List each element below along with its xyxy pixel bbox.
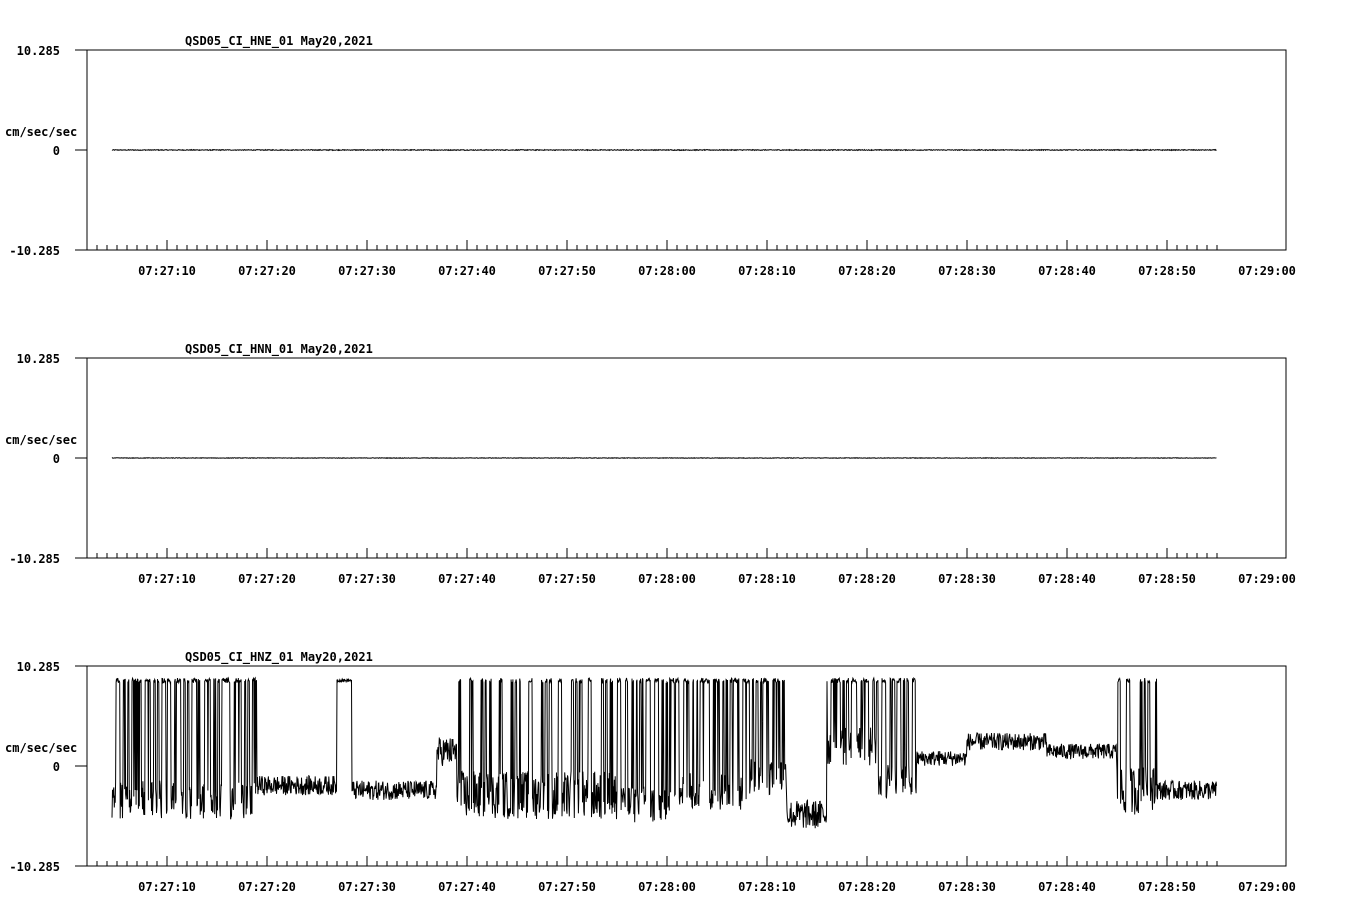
- y-axis-label: cm/sec/sec: [5, 741, 78, 755]
- x-tick-label: 07:28:50: [1138, 880, 1196, 894]
- x-tick-label: 07:28:10: [738, 572, 796, 586]
- x-tick-label: 07:28:00: [638, 572, 696, 586]
- x-tick-label: 07:27:20: [238, 572, 296, 586]
- x-tick-label: 07:28:20: [838, 880, 896, 894]
- x-tick-label: 07:27:40: [438, 880, 496, 894]
- y-tick-label-max: 10.285: [16, 352, 60, 366]
- y-axis-label: cm/sec/sec: [5, 125, 78, 139]
- y-tick-label-min: -10.285: [9, 552, 60, 566]
- x-tick-label: 07:28:50: [1138, 264, 1196, 278]
- x-tick-label: 07:28:10: [738, 880, 796, 894]
- x-tick-label: 07:28:20: [838, 264, 896, 278]
- y-tick-label-max: 10.285: [16, 44, 60, 58]
- y-tick-label-min: -10.285: [9, 244, 60, 258]
- x-tick-label: 07:27:20: [238, 264, 296, 278]
- x-tick-label: 07:27:40: [438, 572, 496, 586]
- x-tick-label: 07:27:50: [538, 264, 596, 278]
- x-tick-label: 07:27:10: [138, 880, 196, 894]
- x-tick-label: 07:27:50: [538, 572, 596, 586]
- y-tick-label-zero: 0: [52, 452, 60, 466]
- x-tick-label: 07:27:40: [438, 264, 496, 278]
- x-tick-label: 07:29:00: [1238, 880, 1296, 894]
- x-tick-label: 07:27:50: [538, 880, 596, 894]
- x-tick-label: 07:27:30: [338, 572, 396, 586]
- x-tick-label: 07:28:30: [938, 264, 996, 278]
- x-tick-label: 07:28:00: [638, 880, 696, 894]
- y-tick-label-min: -10.285: [9, 860, 60, 874]
- x-tick-label: 07:28:50: [1138, 572, 1196, 586]
- x-tick-label: 07:28:40: [1038, 572, 1096, 586]
- x-tick-label: 07:27:30: [338, 880, 396, 894]
- x-tick-label: 07:28:30: [938, 572, 996, 586]
- x-tick-label: 07:28:40: [1038, 264, 1096, 278]
- x-tick-label: 07:28:10: [738, 264, 796, 278]
- y-tick-label-zero: 0: [52, 760, 60, 774]
- x-tick-label: 07:28:20: [838, 572, 896, 586]
- x-tick-label: 07:29:00: [1238, 572, 1296, 586]
- waveform-trace: [112, 150, 1217, 151]
- y-axis-label: cm/sec/sec: [5, 433, 78, 447]
- seismogram-panel-hne: [5, 34, 1296, 278]
- seismogram-panel-hnn: [5, 342, 1296, 586]
- x-tick-label: 07:28:40: [1038, 880, 1096, 894]
- waveform-trace: [112, 678, 1217, 828]
- x-tick-label: 07:27:20: [238, 880, 296, 894]
- x-tick-label: 07:28:30: [938, 880, 996, 894]
- panel-title: QSD05_CI_HNE_01 May20,2021: [185, 34, 373, 48]
- x-tick-label: 07:29:00: [1238, 264, 1296, 278]
- panel-title: QSD05_CI_HNN_01 May20,2021: [185, 342, 373, 356]
- seismogram-panel-hnz: [5, 650, 1296, 894]
- panel-title: QSD05_CI_HNZ_01 May20,2021: [185, 650, 373, 664]
- x-tick-label: 07:27:30: [338, 264, 396, 278]
- x-tick-label: 07:28:00: [638, 264, 696, 278]
- y-tick-label-max: 10.285: [16, 660, 60, 674]
- y-tick-label-zero: 0: [52, 144, 60, 158]
- x-tick-label: 07:27:10: [138, 264, 196, 278]
- x-tick-label: 07:27:10: [138, 572, 196, 586]
